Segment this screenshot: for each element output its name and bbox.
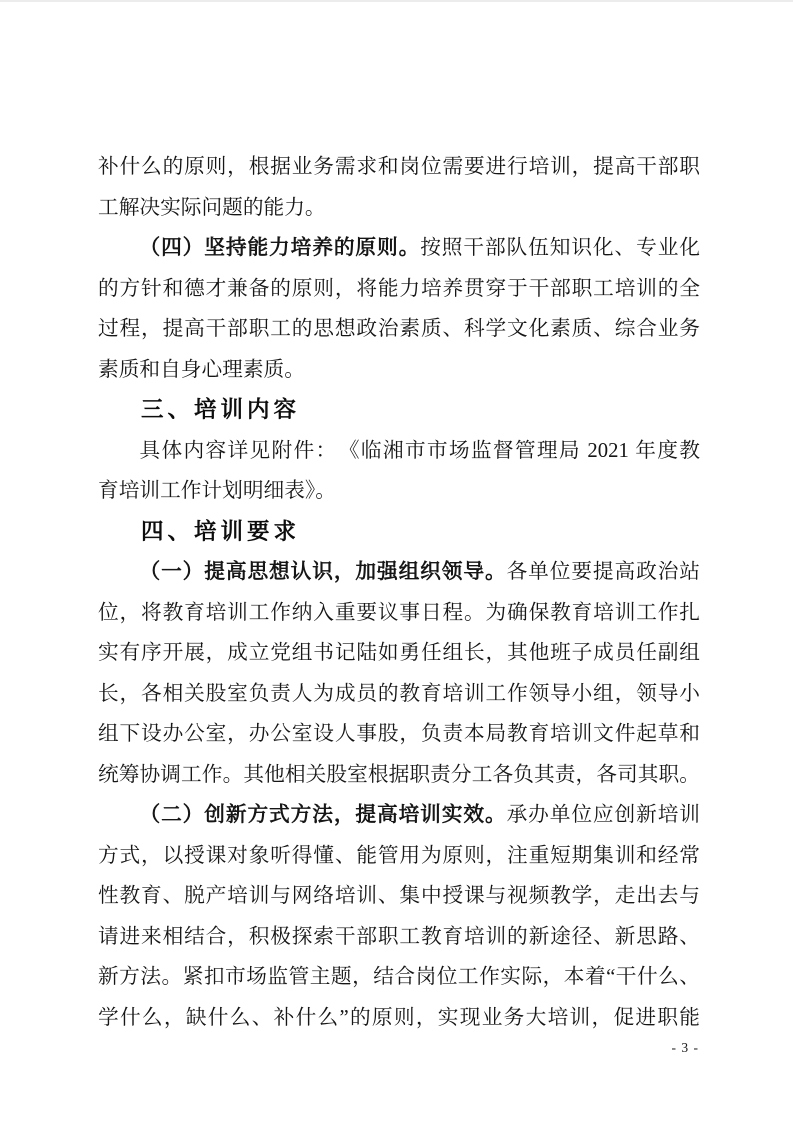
section-heading: [98, 390, 700, 431]
line-text: 位，将教育培训工作纳入重要议事日程。为确保教育培训工作扎: [98, 601, 700, 624]
document-body: [98, 147, 700, 1038]
line-text: 实有序开展，成立党组书记陆如勇任组长，其他班子成员任副组: [98, 642, 700, 664]
text-line: [98, 876, 700, 917]
section-heading-text: 四、培训要求: [141, 518, 301, 544]
section-heading-text: 三、培训内容: [141, 397, 301, 422]
page-number: - 3 -: [671, 1040, 699, 1055]
line-text: 请进来相结合，积极探索干部职工教育培训的新途径、新思路、: [98, 925, 700, 948]
line-text: 学什么，缺什么、补什么”的原则，实现业务大培训，促进职能: [98, 1006, 700, 1029]
text-line: [98, 431, 700, 472]
text-line: [98, 917, 700, 958]
paragraph-lead: （一）提高思想认识，加强组织领导。: [139, 561, 507, 583]
text-line: [98, 471, 700, 512]
text-line: [98, 593, 700, 634]
text-line: [98, 755, 700, 796]
line-text: 各单位要提高政治站: [506, 561, 700, 583]
line-text: 新方法。紧扣市场监管主题，结合岗位工作实际，本着“干什么、: [98, 966, 700, 988]
text-line: [98, 998, 700, 1039]
text-line: [98, 795, 700, 836]
text-line: [98, 836, 700, 877]
line-text: 育培训工作计划明细表》。: [98, 480, 336, 502]
line-text: 按照干部队伍知识化、专业化: [420, 237, 700, 259]
section-heading: [98, 512, 700, 553]
text-line: [98, 188, 700, 229]
text-line: [98, 633, 700, 674]
line-text: 统筹协调工作。其他相关股室根据职责分工各负其责，各司其职。: [98, 763, 700, 786]
text-line: [98, 350, 700, 391]
text-line: [98, 147, 700, 188]
line-text: 过程，提高干部职工的思想政治素质、科学文化素质、综合业务: [98, 318, 700, 340]
text-line: [98, 269, 700, 310]
line-text: 具体内容详见附件： 《临湘市市场监督管理局 2021 年度教: [139, 439, 700, 462]
line-text: 组下设办公室，办公室设人事股，负责本局教育培训文件起草和: [98, 723, 700, 745]
text-line: [98, 714, 700, 755]
text-line: [98, 552, 700, 593]
line-text: 方式，以授课对象听得懂、能管用为原则，注重短期集训和经常: [98, 844, 700, 867]
text-line: [98, 674, 700, 715]
paragraph-lead: （四）坚持能力培养的原则。: [139, 237, 421, 259]
paragraph-lead: （二）创新方式方法，提高培训实效。: [139, 804, 507, 826]
line-text: 工解决实际问题的能力。: [98, 196, 326, 219]
text-line: [98, 309, 700, 350]
line-text: 承办单位应创新培训: [506, 804, 700, 826]
line-text: 长，各相关股室负责人为成员的教育培训工作领导小组，领导小: [98, 682, 700, 705]
line-text: 补什么的原则，根据业务需求和岗位需要进行培训，提高干部职: [98, 156, 700, 178]
line-text: 的方针和德才兼备的原则，将能力培养贯穿于干部职工培训的全: [98, 277, 700, 300]
line-text: 素质和自身心理素质。: [98, 358, 305, 381]
text-line: [98, 228, 700, 269]
line-text: 性教育、脱产培训与网络培训、集中授课与视频教学，走出去与: [98, 885, 700, 907]
text-line: [98, 957, 700, 998]
